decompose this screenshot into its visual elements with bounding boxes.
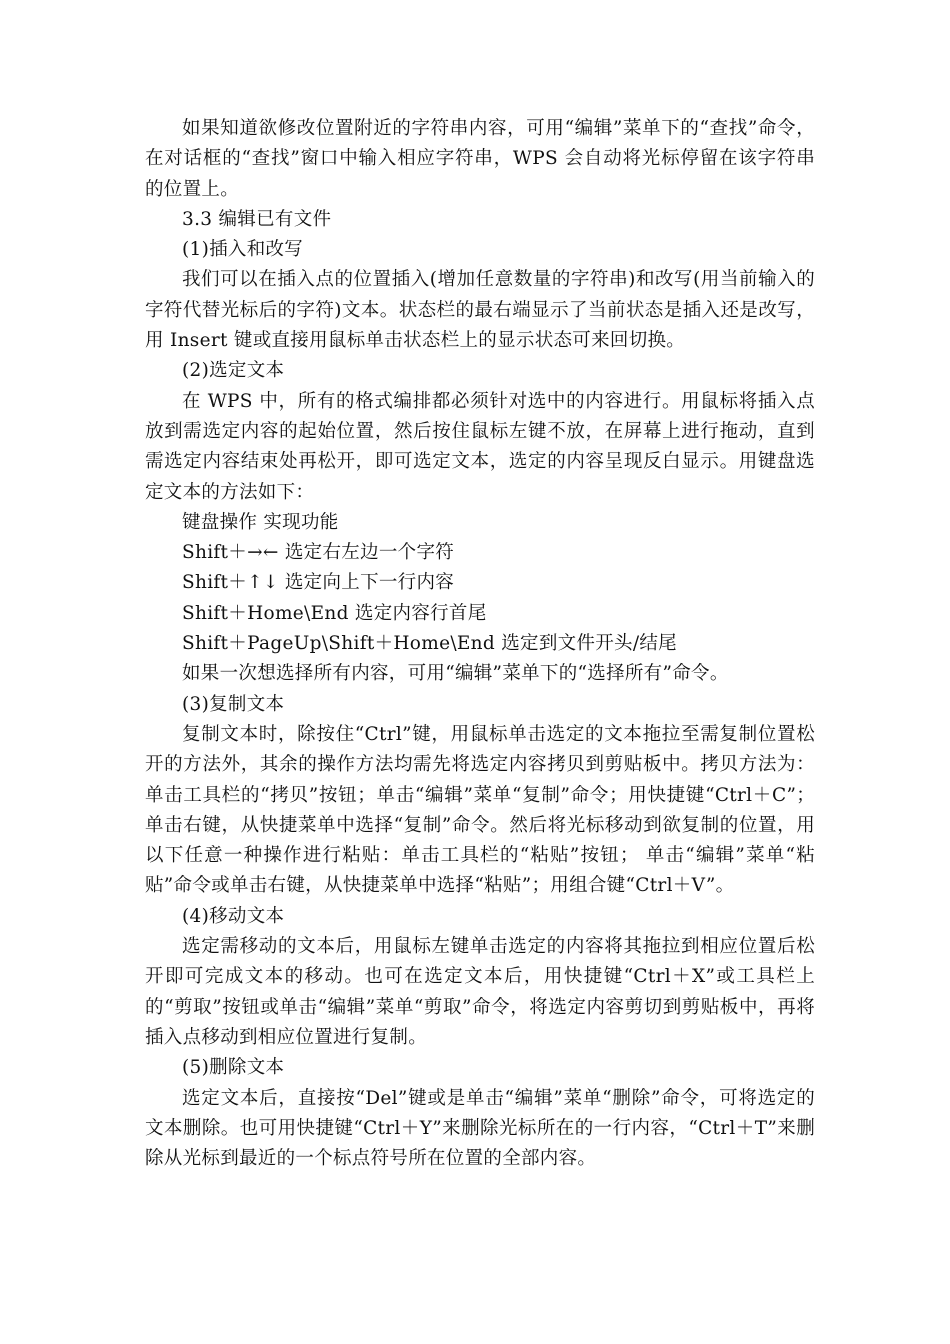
document-page (145, 114, 815, 1174)
paragraph-copy: 复制文本时，除按住“Ctrl”键，用鼠标单击选定的文本拖拉至需复制位置松开的方法外，其余的操作方法均需先将选定内容拷贝到剪贴板中。拷贝方法为：单击工具栏的“拷贝”按钮；单击“编辑”菜单“复制”命令；用快捷键“Ctrl＋C”；单击右键，从快捷菜单中选择“复制”命令。然后将光标移动到欲复制的位置，用以下任意一种操作进行粘贴：单击工具栏的“粘贴”按钮； 单击“编辑”菜单“粘贴”命令或单击右键，从快捷菜单中选择“粘贴”；用组合键“Ctrl＋V”。 (145, 723, 816, 897)
subheading-copy: (3)复制文本 (182, 693, 285, 715)
key-row: Shift＋Home\End 选定内容行首尾 (182, 602, 487, 624)
subheading-delete: (5)删除文本 (182, 1057, 285, 1079)
paragraph-delete: 选定文本后，直接按“Del”键或是单击“编辑”菜单“删除”命令，可将选定的文本删除。也可用快捷键“Ctrl＋Y”来删除光标所在的一行内容，“Ctrl＋T”来删除从光标到最近的一个标点符号所在位置的全部内容。 (145, 1087, 815, 1170)
select-all-note: 如果一次想选择所有内容，可用“编辑”菜单下的“选择所有”命令。 (182, 663, 729, 685)
paragraph-insert: 我们可以在插入点的位置插入(增加任意数量的字符串)和改写(用当前输入的字符代替光标后的字符)文本。状态栏的最右端显示了当前状态是插入还是改写，用 Insert 键或直接用鼠标单击状态栏上的显示状态可来回切换。 (145, 269, 815, 352)
paragraph-select: 在 WPS 中，所有的格式编排都必须针对选中的内容进行。用鼠标将插入点放到需选定内容的起始位置，然后按住鼠标左键不放，在屏幕上进行拖动，直到需选定内容结束处再松开，即可选定文本，选定的内容呈现反白显示。用键盘选定文本的方法如下： (145, 390, 815, 503)
subheading-insert: (1)插入和改写 (182, 239, 304, 261)
subheading-move: (4)移动文本 (182, 905, 285, 927)
subheading-select: (2)选定文本 (182, 360, 285, 382)
key-row: Shift＋↑↓ 选定向上下一行内容 (182, 572, 455, 594)
key-table-header: 键盘操作 实现功能 (182, 511, 339, 533)
key-row: Shift＋PageUp\Shift＋Home\End 选定到文件开头/结尾 (182, 633, 677, 655)
paragraph-find: 如果知道欲修改位置附近的字符串内容，可用“编辑”菜单下的“查找”命令，在对话框的“查找”窗口中输入相应字符串，WPS 会自动将光标停留在该字符串的位置上。 (145, 118, 815, 200)
section-heading: 3.3 编辑已有文件 (182, 208, 332, 230)
key-row: Shift＋→← 选定右左边一个字符 (182, 542, 455, 564)
paragraph-move: 选定需移动的文本后，用鼠标左键单击选定的内容将其拖拉到相应位置后松开即可完成文本的移动。也可在选定文本后，用快捷键“Ctrl＋X”或工具栏上的“剪取”按钮或单击“编辑”菜单“剪取”命令，将选定内容剪切到剪贴板中，再将插入点移动到相应位置进行复制。 (145, 936, 815, 1048)
